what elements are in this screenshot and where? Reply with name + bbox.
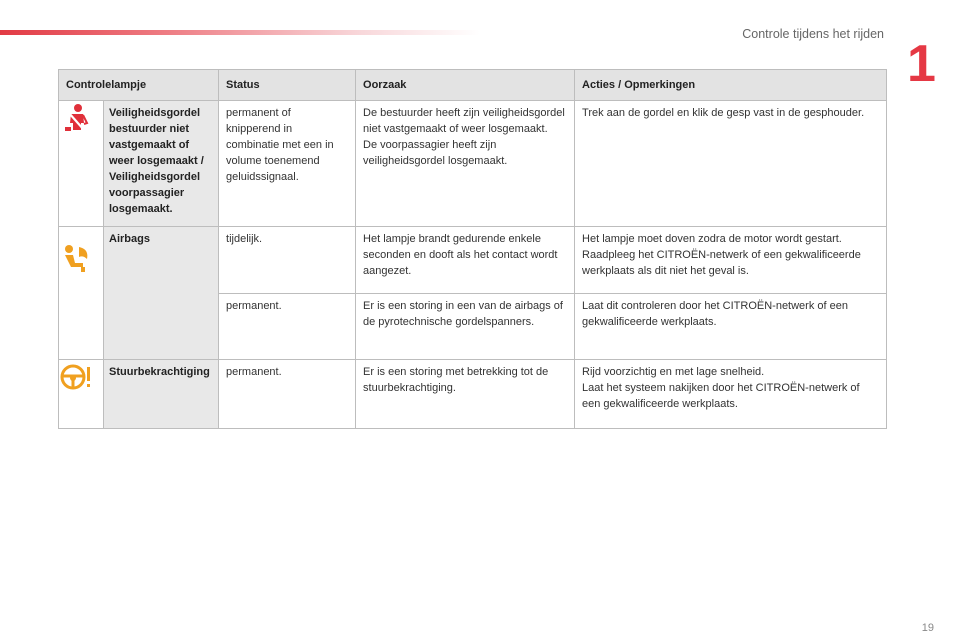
column-header-oorzaak: Oorzaak bbox=[356, 70, 575, 101]
icon-cell bbox=[59, 227, 104, 360]
action-text: Het lampje moet doven zodra de motor wordt gestart. Raadpleeg het CITROËN-netwerk of een gekwalificeerde werkplaats als dit niet het geval is. bbox=[582, 233, 861, 277]
table-row bbox=[59, 360, 887, 429]
cause-cell: Er is een storing in een van de airbags of de pyrotechnische gordelspanners. bbox=[356, 294, 575, 360]
warning-lights-table bbox=[58, 69, 887, 429]
table-row bbox=[59, 227, 887, 294]
action-cell: Laat dit controleren door het CITROËN-netwerk of een gekwalificeerde werkplaats. bbox=[575, 294, 887, 360]
cause-cell bbox=[356, 101, 575, 227]
steering-warning-icon bbox=[59, 360, 93, 394]
icon-cell bbox=[59, 360, 104, 429]
lamp-name-seatbelt: Veiligheidsgordel bestuurder niet vastgemaakt of weer losgemaakt / Veiligheidsgordel voorpassagier losgemaakt. bbox=[104, 101, 219, 227]
cause-cell: Het lampje brandt gedurende enkele seconden en dooft als het contact wordt aangezet. bbox=[356, 227, 575, 294]
table-row bbox=[59, 101, 887, 227]
icon-cell bbox=[59, 101, 104, 227]
lamp-name-stuurbekrachtiging: Stuurbekrachtiging bbox=[104, 360, 219, 429]
table-header-row bbox=[59, 70, 887, 101]
airbag-warning-icon bbox=[59, 241, 93, 275]
status-cell: tijdelijk. bbox=[219, 227, 356, 294]
header-accent-bar bbox=[0, 30, 480, 35]
chapter-number: 1 bbox=[907, 35, 936, 93]
page-number: 19 bbox=[921, 622, 934, 634]
action-cell bbox=[575, 360, 887, 429]
column-header-acties: Acties / Opmerkingen bbox=[575, 70, 887, 101]
action-text: Rijd voorzichtig en met lage snelheid. Laat het systeem nakijken door het CITROËN-netwerk of een gekwalificeerde werkplaats. bbox=[582, 366, 860, 410]
section-header-title: Controle tijdens het rijden bbox=[742, 27, 884, 41]
status-cell: permanent of knipperend in combinatie met een in volume toenemend geluidssignaal. bbox=[219, 101, 356, 227]
column-header-status: Status bbox=[219, 70, 356, 101]
seatbelt-warning-icon bbox=[59, 101, 93, 135]
cause-text: De bestuurder heeft zijn veiligheidsgordel niet vastgemaakt of weer losgemaakt. De voorpassagier heeft zijn veiligheidsgordel losgemaakt. bbox=[363, 107, 565, 167]
column-header-controlelampje: Controlelampje bbox=[59, 70, 219, 101]
action-cell bbox=[575, 227, 887, 294]
action-cell: Trek aan de gordel en klik de gesp vast in de gesphouder. bbox=[575, 101, 887, 227]
status-cell: permanent. bbox=[219, 294, 356, 360]
cause-cell: Er is een storing met betrekking tot de stuurbekrachtiging. bbox=[356, 360, 575, 429]
status-cell: permanent. bbox=[219, 360, 356, 429]
lamp-name-airbags: Airbags bbox=[104, 227, 219, 360]
